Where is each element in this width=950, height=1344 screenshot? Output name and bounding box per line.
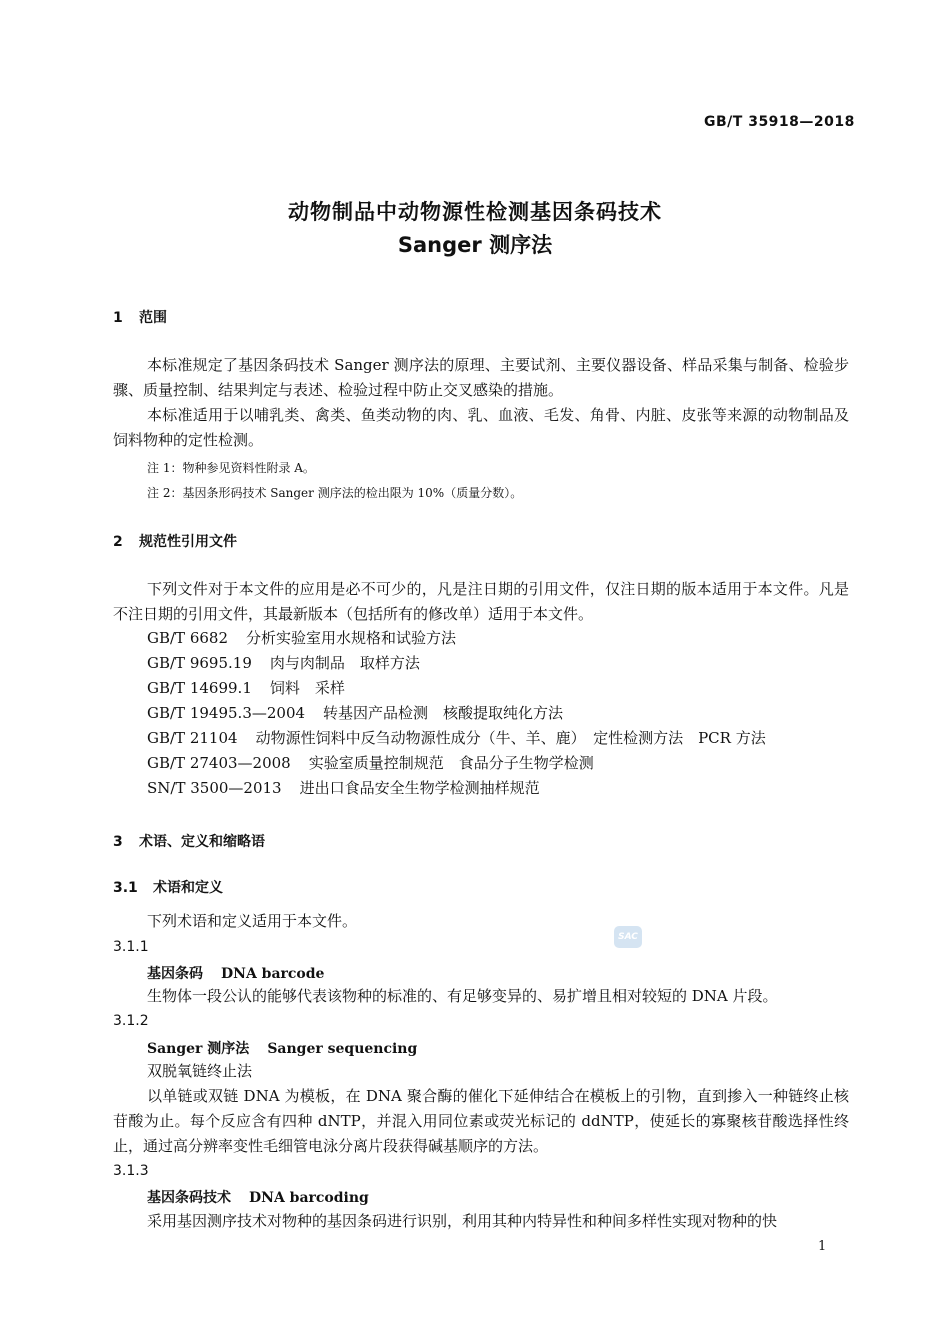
note-2: 注 2：基因条形码技术 Sanger 测序法的检出限为 10%（质量分数）。 (147, 486, 523, 500)
reference-item: GB/T 19495.3—2004 转基因产品检测 核酸提取纯化方法 (147, 704, 564, 722)
term-entry: 基因条码 DNA barcode (147, 966, 325, 982)
reference-item: GB/T 27403—2008 实验室质量控制规范 食品分子生物学检测 (147, 754, 594, 772)
page-number: 1 (818, 1239, 827, 1254)
section-2-paragraph-1: 下列文件对于本文件的应用是必不可少的，凡是注日期的引用文件，仅注日期的版本适用于本文件。凡是不注日期的引用文件，其最新版本（包括所有的修改单）适用于本文件。 (113, 580, 849, 623)
reference-item: SN/T 3500—2013 进出口食品安全生物学检测抽样规范 (147, 779, 540, 797)
document-code: GB/T 35918—2018 (704, 114, 855, 130)
note-1: 注 1：物种参见资料性附录 A。 (147, 461, 315, 475)
reference-item: GB/T 14699.1 饲料 采样 (147, 679, 345, 697)
clause-number: 3.1.2 (113, 1013, 149, 1029)
section-heading-1: 1 范围 (113, 310, 167, 326)
section-3-1-paragraph: 下列术语和定义适用于本文件。 (147, 912, 358, 930)
term-entry: Sanger 测序法 Sanger sequencing (147, 1041, 418, 1057)
term-synonym: 双脱氧链终止法 (147, 1062, 253, 1080)
term-entry: 基因条码技术 DNA barcoding (147, 1190, 369, 1206)
document-title: 动物制品中动物源性检测基因条码技术 (288, 200, 662, 224)
term-definition: 生物体一段公认的能够代表该物种的标准的、有足够变异的、易扩增且相对较短的 DNA 片段。 (147, 987, 778, 1005)
clause-number: 3.1.1 (113, 939, 149, 955)
term-definition: 采用基因测序技术对物种的基因条码进行识别，利用其种内特异性和种间多样性实现对物种的快 (147, 1212, 778, 1230)
section-heading-2: 2 规范性引用文件 (113, 534, 237, 550)
subsection-heading-3-1: 3.1 术语和定义 (113, 880, 223, 896)
reference-item: GB/T 21104 动物源性饲料中反刍动物源性成分（牛、羊、鹿） 定性检测方法 PCR 方法 (147, 729, 766, 747)
reference-item: GB/T 6682 分析实验室用水规格和试验方法 (147, 629, 457, 647)
document-subtitle: Sanger 测序法 (397, 233, 553, 257)
term-definition: 以单链或双链 DNA 为模板，在 DNA 聚合酶的催化下延伸结合在模板上的引物，直到掺入一种链终止核苷酸为止。每个反应含有四种 dNTP，并混入用同位素或荧光标记的 ddNTP，使延长的寡聚核苷酸选择性终止，通过高分辨率变性毛细管电泳分离片段获得碱基顺序的方法。 (113, 1087, 849, 1155)
clause-number: 3.1.3 (113, 1163, 149, 1179)
section-1-paragraph-2: 本标准适用于以哺乳类、禽类、鱼类动物的肉、乳、血液、毛发、角骨、内脏、皮张等来源的动物制品及饲料物种的定性检测。 (113, 406, 849, 449)
section-heading-3: 3 术语、定义和缩略语 (113, 834, 265, 850)
sac-watermark: SAC (614, 926, 642, 948)
reference-item: GB/T 9695.19 肉与肉制品 取样方法 (147, 654, 420, 672)
section-1-paragraph-1: 本标准规定了基因条码技术 Sanger 测序法的原理、主要试剂、主要仪器设备、样品采集与制备、检验步骤、质量控制、结果判定与表述、检验过程中防止交叉感染的措施。 (113, 356, 849, 399)
